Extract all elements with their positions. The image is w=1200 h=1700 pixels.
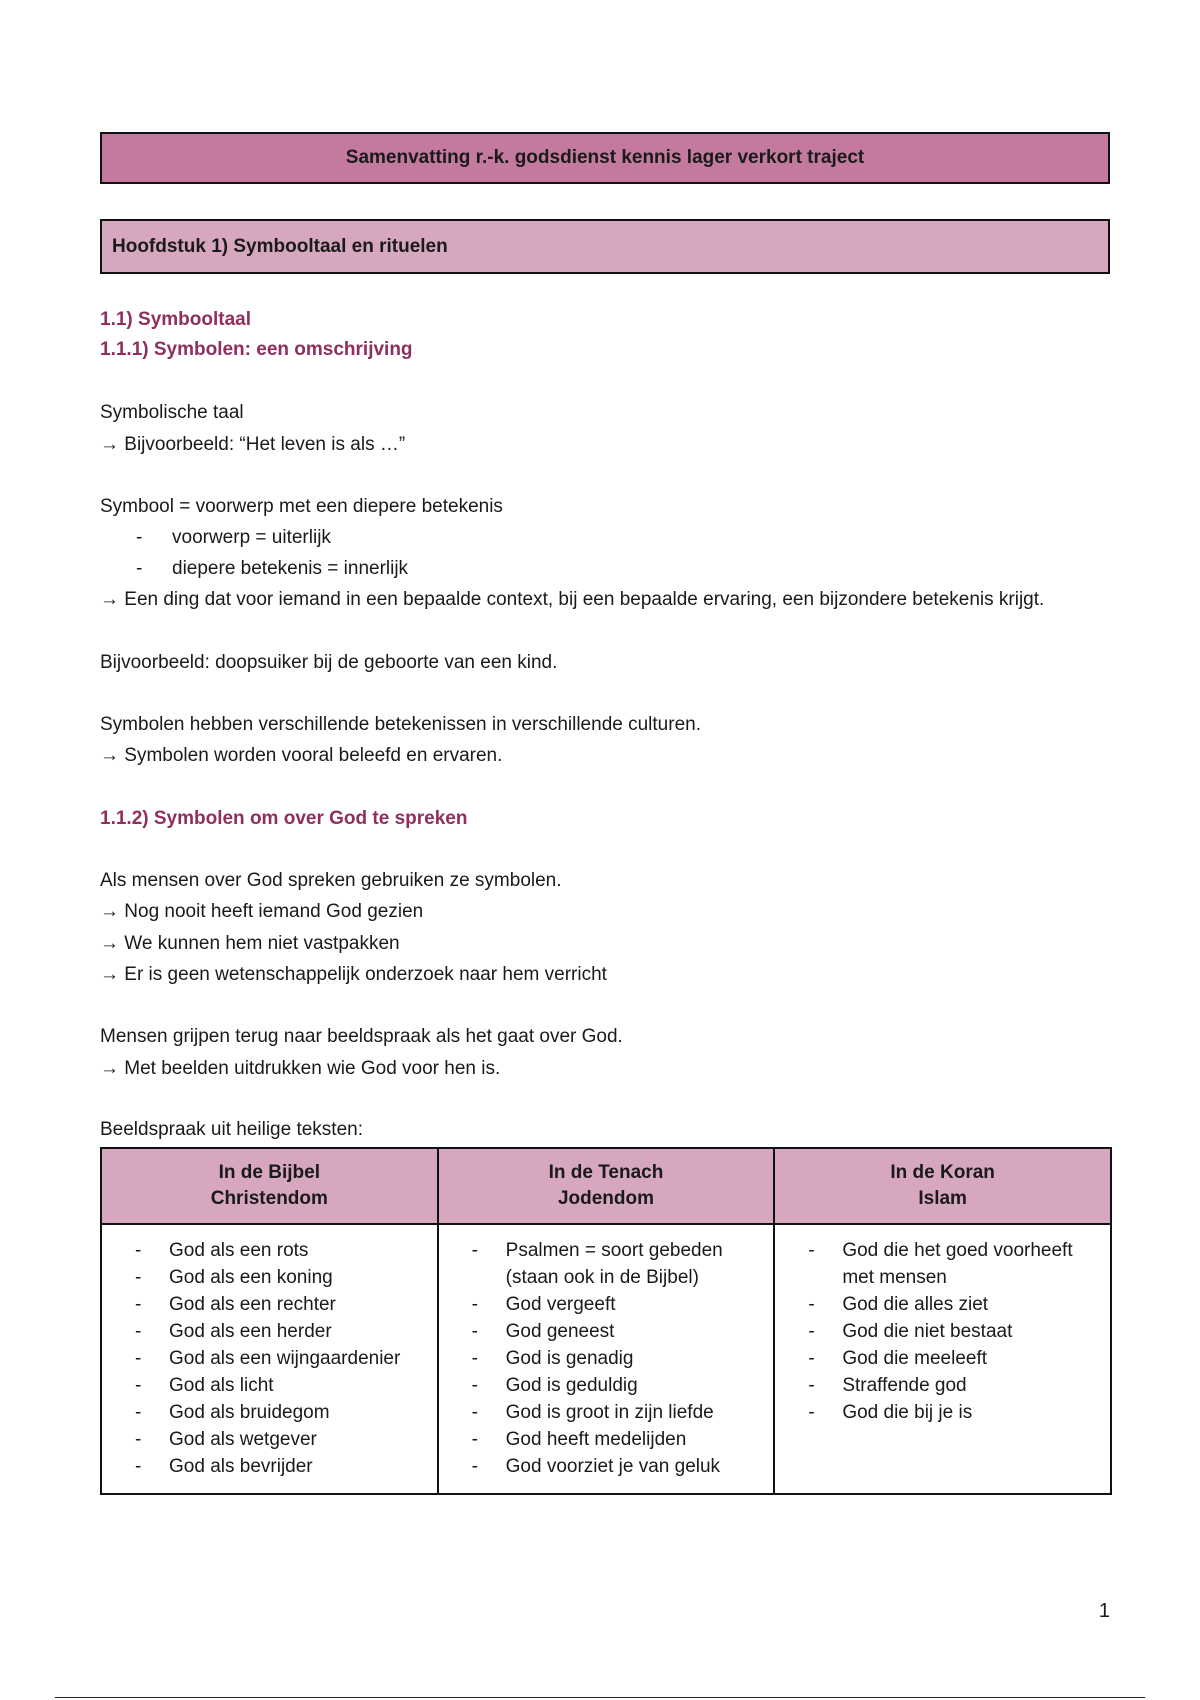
paragraph-example-doopsuiker: Bijvoorbeeld: doopsuiker bij de geboorte van een kind. [100,652,558,673]
chapter-heading: Hoofdstuk 1) Symbooltaal en rituelen [100,219,1110,274]
table-row [101,1224,1111,1494]
arrow-example-life: → Bijvoorbeeld: “Het leven is als …” [100,434,406,455]
section-heading-1-1-1: 1.1.1) Symbolen: een omschrijving [100,339,413,360]
table-cell-bible [101,1224,438,1494]
section-heading-1-1-2: 1.1.2) Symbolen om over God te spreken [100,808,468,829]
table-cell-koran [774,1224,1111,1494]
arrow-experienced: → Symbolen worden vooral beleefd en ervaren. [100,745,503,766]
list-item: - God als een rots [102,1237,437,1264]
list-item: - God die bij je is [775,1399,1110,1426]
list-item: - God als een koning [102,1264,437,1291]
list-item: - Psalmen = soort gebeden (staan ook in de Bijbel) [439,1237,774,1291]
list-item: - God als bruidegom [102,1399,437,1426]
table-header-bible: In de Bijbel Christendom [101,1148,438,1224]
arrow-symbol-explanation: → Een ding dat voor iemand in een bepaalde context, bij een bepaalde ervaring, een bijzondere betekenis krijgt. [100,589,1045,610]
table-header-row [101,1148,1111,1224]
arrow-line: → We kunnen hem niet vastpakken [100,933,400,954]
list-item: - God is genadig [439,1345,774,1372]
paragraph-symbolic-language: Symbolische taal [100,402,244,423]
list-item: - God vergeeft [439,1291,774,1318]
paragraph-cultures: Symbolen hebben verschillende betekenissen in verschillende culturen. [100,714,701,735]
list-item: - God heeft medelijden [439,1426,774,1453]
paragraph-speak-about-god: Als mensen over God spreken gebruiken ze symbolen. [100,870,562,891]
paragraph-imagery: Mensen grijpen terug naar beeldspraak als het gaat over God. [100,1026,623,1047]
list-item: - God is geduldig [439,1372,774,1399]
list-item: - God als bevrijder [102,1453,437,1480]
document-title: Samenvatting r.-k. godsdienst kennis lager verkort traject [100,132,1110,184]
page-number: 1 [1098,1600,1110,1622]
list-item: - God die het goed voorheeft met mensen [775,1237,1110,1291]
paragraph-symbol-definition: Symbool = voorwerp met een diepere betekenis [100,496,503,517]
list-item: - God als een wijngaardenier [102,1345,437,1372]
table-caption: Beeldspraak uit heilige teksten: [100,1119,363,1140]
list-item: - God als een herder [102,1318,437,1345]
list-item: - God als een rechter [102,1291,437,1318]
imagery-table [100,1147,1112,1495]
table-header-tenach: In de Tenach Jodendom [438,1148,775,1224]
footer-divider [55,1697,1145,1698]
arrow-line: → Er is geen wetenschappelijk onderzoek naar hem verricht [100,964,607,985]
table-cell-tenach [438,1224,775,1494]
document-page: Samenvatting r.-k. godsdienst kennis lager verkort traject Hoofdstuk 1) Symbooltaal en rituelen 1.1) Symbooltaal 1.1.1) Symbolen: een omschrijving Symbolische taal → Bijvoorbeeld: “Het leven is als …” Symbool = voorwerp met een diepere betekenis - voorwerp = uiterlijk - diepere betekenis = innerlijk → Een ding dat voor iemand in een bepaalde context, bij een bepaalde ervaring, een bijzondere betekenis krijgt. Bijvoorbeeld: doopsuiker bij de geboorte van een kind. Symbolen hebben verschillende betekenissen in verschillende culturen. → Symbolen worden vooral beleefd en ervaren. 1.1.2) Symbolen om over God te spreken Als mensen over God spreken gebruiken ze symbolen. → Nog nooit heeft iemand God gezien → We kunnen hem niet vastpakken → Er is geen wetenschappelijk onderzoek naar hem verricht Mensen grijpen terug naar beeldspraak als het gaat over God. → Met beelden uitdrukken wie God voor hen is. Beeldspraak uit heilige teksten: In de Bijbel Christendom In de Tenach Jodendom In de Koran Islam - God als een rots - God als een koning - God als een rechter - God als een herder - God als een wijngaardenier - God als licht - God als bruidegom - God als wetgever - God als bevrijder - Psalmen = soort gebeden (staan ook in de Bijbel) - God vergeeft - God geneest - God is genadig - God is geduldig - God is groot in zijn liefde - God heeft medelijden - God voorziet je van geluk - God die het goed voorheeft met mensen - God die alles ziet - God die niet bestaat - God die meeleeft - Straffende god - God die bij je is 1 [0,0,1200,1700]
list-item: - God die alles ziet [775,1291,1110,1318]
list-item: - God geneest [439,1318,774,1345]
list-item: - God voorziet je van geluk [439,1453,774,1480]
arrow-line: → Nog nooit heeft iemand God gezien [100,901,424,922]
list-item: - God is groot in zijn liefde [439,1399,774,1426]
list-item: - God als licht [102,1372,437,1399]
list-item: - God die niet bestaat [775,1318,1110,1345]
list-item: - Straffende god [775,1372,1110,1399]
table-header-koran: In de Koran Islam [774,1148,1111,1224]
section-heading-1-1: 1.1) Symbooltaal [100,309,251,330]
list-item: - God die meeleeft [775,1345,1110,1372]
list-item: - God als wetgever [102,1426,437,1453]
arrow-images: → Met beelden uitdrukken wie God voor hen is. [100,1058,501,1079]
